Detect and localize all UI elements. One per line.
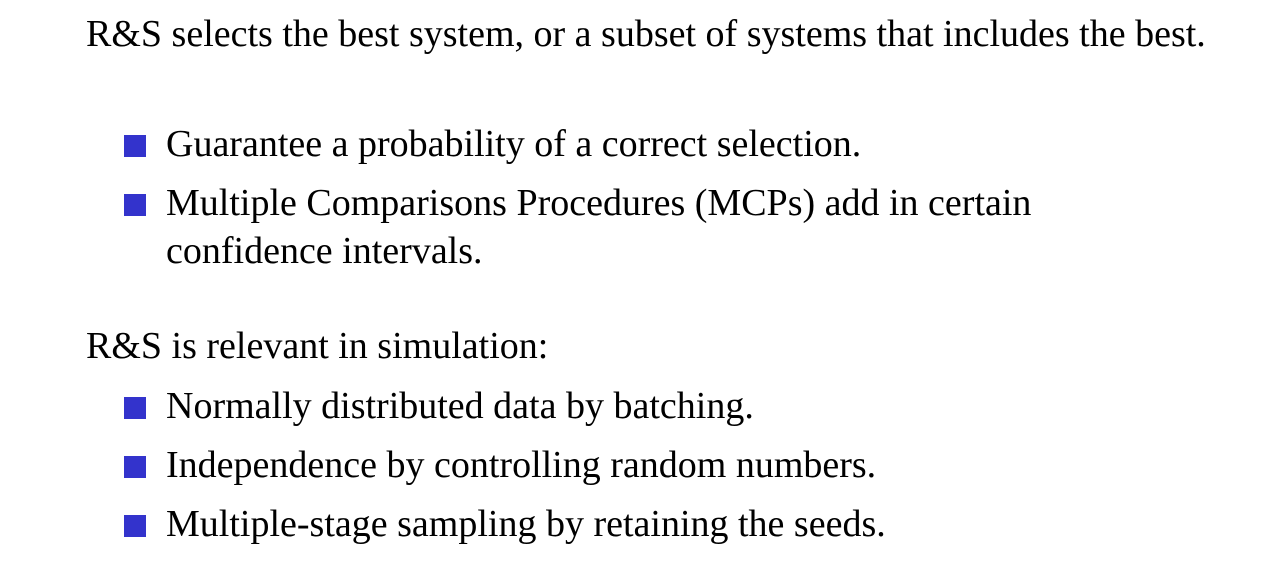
square-bullet-icon — [124, 397, 146, 419]
bullet-text: Multiple-stage sampling by retaining the seeds. — [166, 503, 886, 545]
bullet-list-simulation — [124, 382, 1204, 559]
square-bullet-icon — [124, 135, 146, 157]
intro-paragraph-rs-relevant: R&S is relevant in simulation: — [86, 325, 549, 367]
bullet-text: Normally distributed data by batching. — [166, 385, 754, 427]
bullet-item — [124, 500, 1204, 548]
intro-paragraph-rs-selects: R&S selects the best system, or a subset of systems that includes the best. — [86, 13, 1206, 55]
bullet-text: Multiple Comparisons Procedures (MCPs) add in certain confidence intervals. — [166, 182, 1032, 272]
bullet-list-selection — [124, 120, 1204, 286]
bullet-text: Independence by controlling random numbers. — [166, 444, 877, 486]
bullet-item — [124, 441, 1204, 489]
bullet-item — [124, 382, 1204, 430]
square-bullet-icon — [124, 456, 146, 478]
bullet-item — [124, 179, 1204, 275]
bullet-text: Guarantee a probability of a correct selection. — [166, 123, 862, 165]
bullet-item — [124, 120, 1204, 168]
square-bullet-icon — [124, 194, 146, 216]
square-bullet-icon — [124, 515, 146, 537]
